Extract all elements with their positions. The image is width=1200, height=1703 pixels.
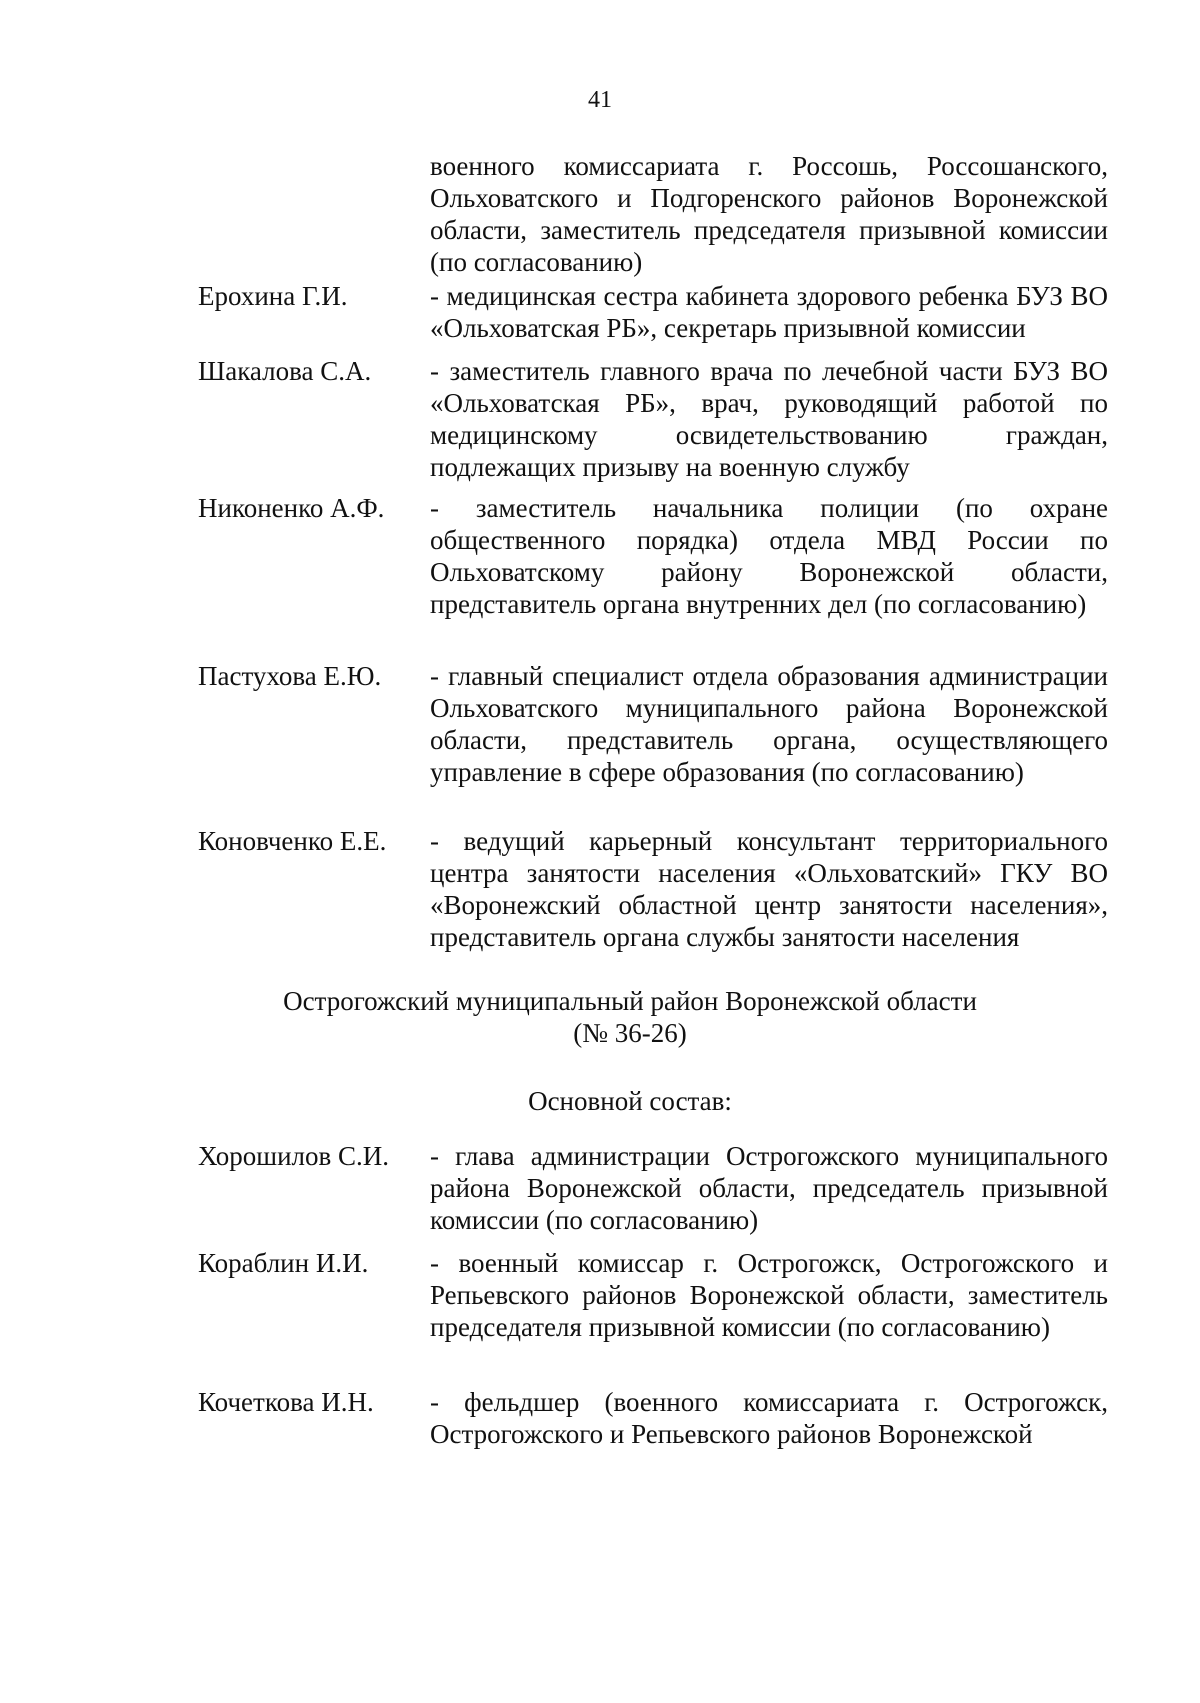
continuation-text: военного комиссариата г. Россошь, Россошанского, Ольховатского и Подгоренского районов Воронежской области, заместитель председателя призывной комиссии (по согласованию) <box>430 151 1108 277</box>
section-number: (№ 36-26) <box>573 1018 687 1048</box>
entry-name: Кочеткова И.Н. <box>198 1387 374 1417</box>
section-title: Острогожский муниципальный район Воронежской области <box>283 986 977 1016</box>
entry-description: - заместитель начальника полиции (по охране общественного порядка) отдела МВД России по Ольховатскому району Воронежской области, представитель органа внутренних дел (по согласованию) <box>430 493 1108 619</box>
entry-description: - глава администрации Острогожского муниципального района Воронежской области, председатель призывной комиссии (по согласованию) <box>430 1141 1108 1235</box>
entry-description: - главный специалист отдела образования администрации Ольховатского муниципального района Воронежской области, представитель органа, осуществляющего управление в сфере образования (по согласованию) <box>430 661 1108 787</box>
entry-description: - ведущий карьерный консультант территориального центра занятости населения «Ольховатский» ГКУ ВО «Воронежский областной центр занятости населения», представитель органа службы занятости населения <box>430 826 1108 952</box>
entry-name: Хорошилов С.И. <box>198 1141 390 1171</box>
page-number: 41 <box>588 87 612 113</box>
entry-name: Коновченко Е.Е. <box>198 826 387 856</box>
entry-description: - медицинская сестра кабинета здорового ребенка БУЗ ВО «Ольховатская РБ», секретарь призывной комиссии <box>430 281 1108 343</box>
entry-description: - заместитель главного врача по лечебной части БУЗ ВО «Ольховатская РБ», врач, руководящий работой по медицинскому освидетельствованию граждан, подлежащих призыву на военную службу <box>430 356 1108 482</box>
entry-name: Шакалова С.А. <box>198 356 372 386</box>
entry-name: Ерохина Г.И. <box>198 281 348 311</box>
entry-description: - военный комиссар г. Острогожск, Острогожского и Репьевского районов Воронежской области, заместитель председателя призывной комиссии (по согласованию) <box>430 1248 1108 1342</box>
section-subtitle: Основной состав: <box>528 1086 732 1116</box>
entry-name: Кораблин И.И. <box>198 1248 369 1278</box>
entry-name: Никоненко А.Ф. <box>198 493 385 523</box>
entry-name: Пастухова Е.Ю. <box>198 661 382 691</box>
entry-description: - фельдшер (военного комиссариата г. Острогожск, Острогожского и Репьевского районов Воронежской <box>430 1387 1108 1449</box>
